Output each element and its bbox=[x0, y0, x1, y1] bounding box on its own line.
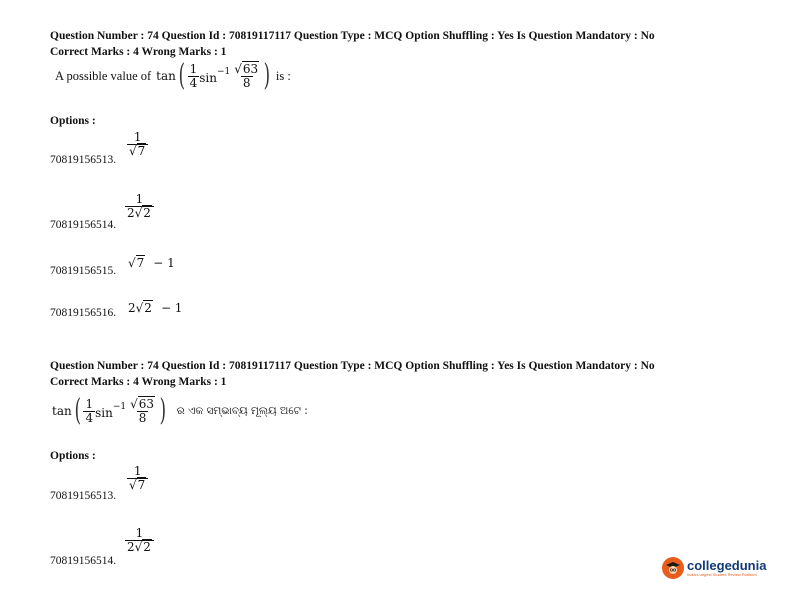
sqrt-symbol: √63 bbox=[234, 61, 259, 76]
q1-option-2-id: 70819156514. bbox=[50, 219, 117, 231]
q2-header-line2: Correct Marks : 4 Wrong Marks : 1 bbox=[50, 376, 227, 388]
logo-brand: collegedunia bbox=[687, 558, 767, 573]
q1-header-line1: Question Number : 74 Question Id : 70819117117 Question Type : MCQ Option Shuffling : Yes Is Question Mandatory : No bbox=[50, 30, 655, 42]
q1-option-2-value: $\frac{1}{2√2}$ bbox=[125, 193, 154, 220]
expr-arg bbox=[232, 63, 261, 90]
expr-inv-func: $\sin^{-1}$ bbox=[199, 67, 231, 85]
expr-func: tan bbox=[156, 69, 176, 83]
right-paren: ) bbox=[263, 58, 271, 93]
q2-option-1-value: $\frac{1}{√7}$ bbox=[127, 465, 148, 492]
left-paren: ( bbox=[178, 58, 185, 93]
q1-option-4-value: 2 √2 − 1 bbox=[128, 301, 183, 315]
q1-option-3-id: 70819156515. bbox=[50, 265, 117, 277]
q1-options-label: Options : bbox=[50, 115, 96, 127]
expr-coef-den: 4 bbox=[189, 75, 198, 90]
logo-tagline: India's largest Student Review Platform bbox=[687, 572, 757, 577]
q2-option-2-id: 70819156514. bbox=[50, 555, 117, 567]
q2-expression: tan ( $\frac{1}{4}$ $\sin^{-1}$ $\frac{√63}{8}$ ) bbox=[52, 393, 167, 428]
q2-option-2-value: $\frac{1}{2√2}$ bbox=[125, 527, 154, 554]
q1-option-1-value: $\frac{1}{√7}$ bbox=[127, 131, 148, 158]
q1-stem-suffix: is : bbox=[275, 68, 291, 83]
q1-expression bbox=[156, 58, 273, 93]
collegedunia-logo bbox=[662, 557, 766, 579]
q1-stem-prefix: A possible value of bbox=[55, 68, 152, 83]
q1-stem bbox=[55, 58, 291, 93]
q2-stem bbox=[52, 393, 308, 428]
q2-stem-suffix: ର ଏକ ସମ୍ଭାବ୍ୟ ମୂଲ୍ୟ ଅଟେ : bbox=[176, 404, 308, 417]
q1-option-3-value: √7 − 1 bbox=[128, 256, 175, 270]
q2-options-label: Options : bbox=[50, 450, 96, 462]
q1-option-1-id: 70819156513. bbox=[50, 154, 117, 166]
q2-option-1-id: 70819156513. bbox=[50, 490, 117, 502]
expr-arg-den: 8 bbox=[242, 75, 251, 90]
q2-header-line1: Question Number : 74 Question Id : 70819117117 Question Type : MCQ Option Shuffling : Yes Is Question Mandatory : No bbox=[50, 360, 655, 372]
q1-option-4-id: 70819156516. bbox=[50, 307, 117, 319]
q1-header-line2: Correct Marks : 4 Wrong Marks : 1 bbox=[50, 46, 227, 58]
graduate-face-icon bbox=[662, 557, 684, 579]
expr-coef-num: 1 bbox=[189, 61, 198, 76]
expr-coef bbox=[188, 63, 200, 90]
